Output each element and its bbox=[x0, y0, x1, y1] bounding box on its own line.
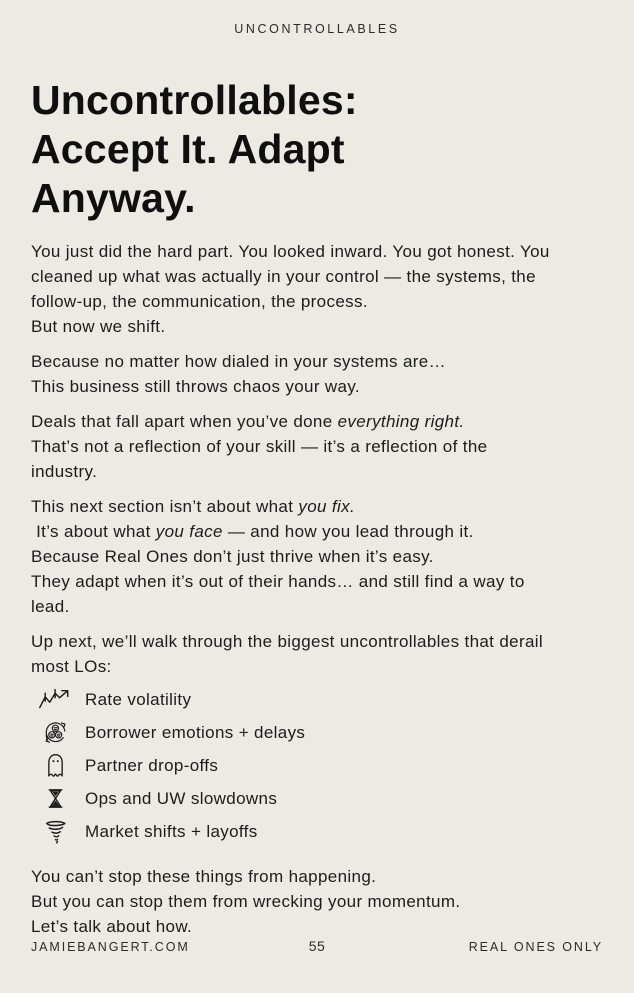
list-item-market-shifts bbox=[37, 815, 603, 848]
page-title: Uncontrollables: Accept It. Adapt Anyway. bbox=[31, 77, 358, 221]
hourglass-icon bbox=[37, 787, 74, 810]
list-item-label: Ops and UW slowdowns bbox=[85, 788, 278, 808]
list-item-rate-volatility bbox=[37, 683, 603, 716]
list-item-label: Rate volatility bbox=[85, 689, 192, 709]
list-item-label: Market shifts + layoffs bbox=[85, 821, 258, 841]
tornado-icon bbox=[37, 818, 74, 845]
running-header: UNCONTROLLABLES bbox=[234, 22, 400, 36]
paragraph-6: You can’t stop these things from happening. But you can stop them from wrecking your momentum. Let’s talk about how. bbox=[31, 867, 461, 936]
paragraph-3: Deals that fall apart when you’ve done everything right. That’s not a reflection of your skill — it’s a reflection of the industry. bbox=[31, 412, 488, 481]
footer-tagline: REAL ONES ONLY bbox=[468, 940, 604, 954]
footer-site-url: JAMIEBANGERT.COM bbox=[31, 940, 190, 954]
list-item-ops-slowdowns bbox=[37, 782, 603, 815]
list-item-borrower-emotions bbox=[37, 716, 603, 749]
paragraph-1: You just did the hard part. You looked inward. You got honest. You cleaned up what was actually in your control — the systems, the follow-up, the communication, the process. But now we shift. bbox=[31, 242, 550, 336]
list-item-partner-dropoffs bbox=[37, 749, 603, 782]
list-item-label: Partner drop-offs bbox=[85, 755, 219, 775]
emotions-cycle-icon bbox=[37, 719, 74, 746]
ghost-icon bbox=[37, 752, 74, 779]
paragraph-5: Up next, we’ll walk through the biggest uncontrollables that derail most LOs: bbox=[31, 632, 544, 676]
list-item-label: Borrower emotions + delays bbox=[85, 722, 306, 742]
paragraph-4: This next section isn’t about what you fix. It’s about what you face — and how you lead through it. Because Real Ones don’t just thrive when it’s easy. They adapt when it’s out of their hands… and still find a way to lead. bbox=[31, 497, 525, 616]
paragraph-2: Because no matter how dialed in your systems are… This business still throws chaos your way. bbox=[31, 352, 446, 396]
footer-page-number: 55 bbox=[308, 938, 326, 954]
page-footer bbox=[31, 938, 603, 954]
chart-increasing-icon bbox=[37, 687, 74, 712]
uncontrollables-list bbox=[31, 683, 603, 848]
